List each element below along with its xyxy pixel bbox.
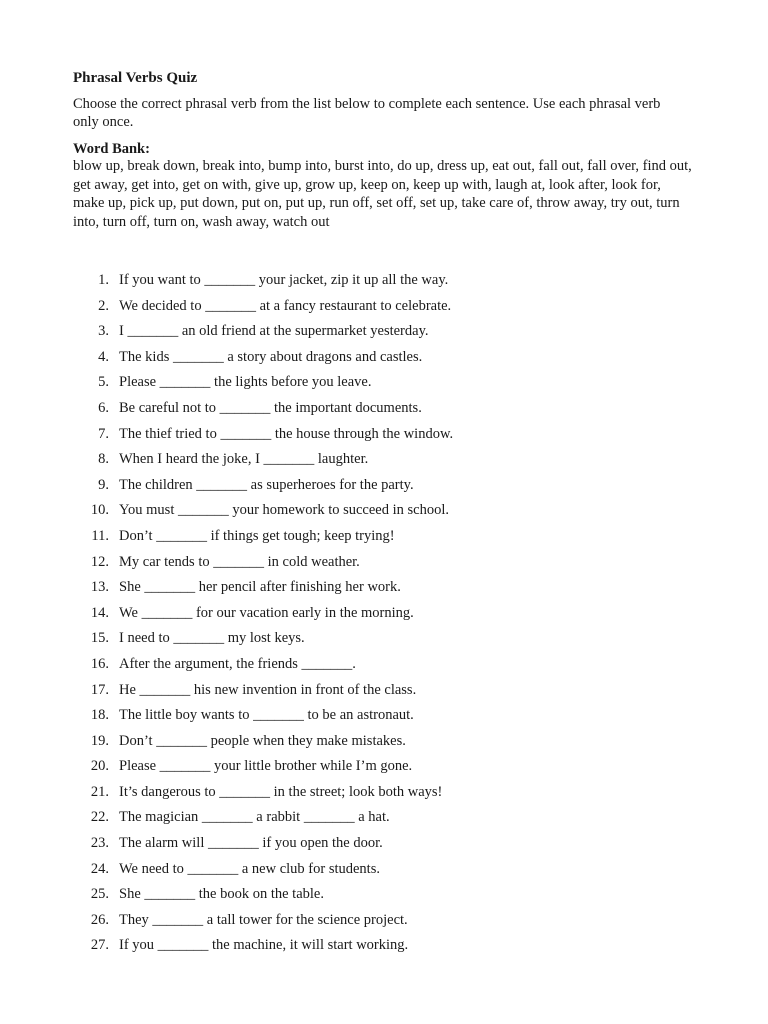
question-number: 6. <box>98 399 109 416</box>
question-number: 21. <box>90 783 109 800</box>
question-text: The thief tried to _______ the house through the window. <box>119 425 454 442</box>
question-number: 26. <box>90 911 109 928</box>
question-item <box>0 908 768 934</box>
question-text: The alarm will _______ if you open the door. <box>119 835 383 852</box>
question-item <box>0 805 768 831</box>
question-number: 8. <box>98 451 109 468</box>
question-number: 3. <box>98 323 109 340</box>
question-item <box>0 933 768 959</box>
question-item <box>0 396 768 422</box>
question-item <box>0 447 768 473</box>
instructions: Choose the correct phrasal verb from the list below to complete each sentence. Use each phrasal verb only once. <box>73 96 661 130</box>
question-item <box>0 422 768 448</box>
question-text: The magician _______ a rabbit _______ a hat. <box>119 809 390 826</box>
question-number: 14. <box>90 604 109 621</box>
question-item <box>0 626 768 652</box>
question-number: 12. <box>90 553 109 570</box>
question-number: 7. <box>98 425 109 442</box>
question-item <box>0 601 768 627</box>
question-text: We need to _______ a new club for students. <box>119 860 380 877</box>
question-item <box>0 345 768 371</box>
question-number: 4. <box>98 348 109 365</box>
question-text: You must _______ your homework to succeed in school. <box>119 502 449 519</box>
question-text: My car tends to _______ in cold weather. <box>119 553 360 570</box>
question-text: Don’t _______ if things get tough; keep trying! <box>119 527 395 544</box>
question-number: 25. <box>90 886 109 903</box>
question-text: We decided to _______ at a fancy restaurant to celebrate. <box>119 297 452 314</box>
question-text: She _______ the book on the table. <box>119 886 324 903</box>
question-text: It’s dangerous to _______ in the street; look both ways! <box>119 783 443 800</box>
question-list <box>0 268 768 959</box>
question-item <box>0 268 768 294</box>
question-text: If you _______ the machine, it will start working. <box>119 937 409 954</box>
question-number: 15. <box>90 630 109 647</box>
question-item <box>0 498 768 524</box>
question-number: 18. <box>90 707 109 724</box>
question-number: 2. <box>98 297 109 314</box>
question-number: 23. <box>90 835 109 852</box>
question-number: 22. <box>90 809 109 826</box>
question-text: Please _______ the lights before you leave. <box>119 374 372 391</box>
question-number: 1. <box>98 272 109 288</box>
question-text: I need to _______ my lost keys. <box>119 630 305 647</box>
question-number: 24. <box>90 860 109 877</box>
question-text: After the argument, the friends _______. <box>119 655 356 672</box>
question-item <box>0 754 768 780</box>
question-number: 11. <box>91 527 109 544</box>
question-number: 10. <box>90 502 109 519</box>
question-item <box>0 678 768 704</box>
question-item <box>0 575 768 601</box>
question-text: If you want to _______ your jacket, zip it up all the way. <box>119 272 449 288</box>
question-text: We _______ for our vacation early in the morning. <box>119 604 414 621</box>
question-item <box>0 524 768 550</box>
question-item <box>0 729 768 755</box>
question-item <box>0 652 768 678</box>
question-item <box>0 831 768 857</box>
question-item <box>0 473 768 499</box>
question-item <box>0 703 768 729</box>
question-item <box>0 319 768 345</box>
question-number: 16. <box>90 655 109 672</box>
word-bank-list: blow up, break down, break into, bump into, burst into, do up, dress up, eat out, fall out, fall over, find out, get away, get into, get on with, give up, grow up, keep on, keep up with, laugh at, look after, look for, make up, pick up, put down, put on, put up, run off, set off, set up, take care of, throw away, try out, turn into, turn off, turn on, wash away, watch out <box>73 158 692 230</box>
question-text: The little boy wants to _______ to be an astronaut. <box>119 707 414 724</box>
question-number: 20. <box>90 758 109 775</box>
question-number: 19. <box>90 732 109 749</box>
question-number: 27. <box>90 937 109 954</box>
question-number: 9. <box>98 476 109 493</box>
question-item <box>0 857 768 883</box>
question-item <box>0 370 768 396</box>
question-item <box>0 550 768 576</box>
question-number: 17. <box>90 681 109 698</box>
question-number: 13. <box>90 579 109 596</box>
question-text: Please _______ your little brother while I’m gone. <box>119 758 413 775</box>
question-item <box>0 882 768 908</box>
question-text: She _______ her pencil after finishing her work. <box>119 579 401 596</box>
question-item <box>0 294 768 320</box>
question-text: The kids _______ a story about dragons and castles. <box>119 348 423 365</box>
word-bank-label: Word Bank: <box>73 141 150 157</box>
question-text: I _______ an old friend at the supermarket yesterday. <box>119 323 429 340</box>
question-text: They _______ a tall tower for the science project. <box>119 911 408 928</box>
question-text: He _______ his new invention in front of the class. <box>119 681 417 698</box>
question-text: Don’t _______ people when they make mistakes. <box>119 732 406 749</box>
question-text: When I heard the joke, I _______ laughter. <box>119 451 369 468</box>
question-number: 5. <box>98 374 109 391</box>
question-text: Be careful not to _______ the important documents. <box>119 399 422 416</box>
page-title: Phrasal Verbs Quiz <box>73 70 198 86</box>
question-text: The children _______ as superheroes for the party. <box>119 476 414 493</box>
question-item <box>0 780 768 806</box>
